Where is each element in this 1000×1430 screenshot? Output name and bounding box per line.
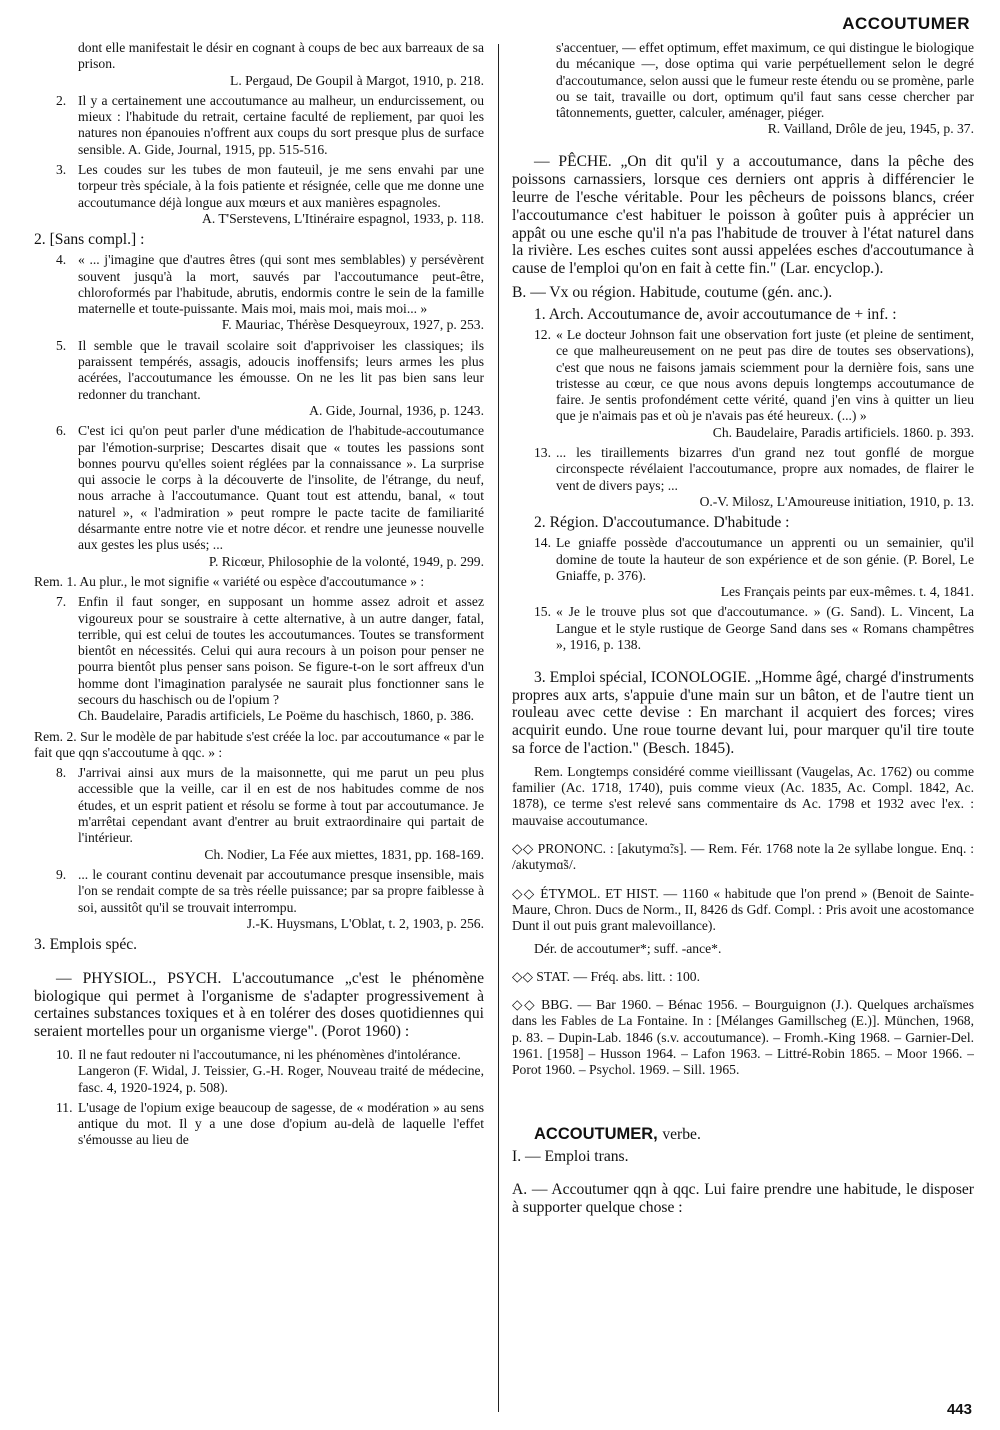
bibliography: ◇◇ BBG. — Bar 1960. – Bénac 1956. – Bourguignon (J.). Quelques archaïsmes dans les Fables de La Fontaine. In : [Mélanges Gamillscheg (E.)]. München, 1968, p. 83. – Dupin-Lab. 1846 (s.v. accoutumance). – Fromh.-King 1968. – Garnier-Del. 1961. [1958] – Husson 1964. – Lafon 1963. – Littré-Robin 1865. – Moor 1966. – Porot 1960. – Psychol. 1969. – Sill. 1965. [512, 997, 974, 1078]
source: Ch. Baudelaire, Paradis artificiels. 1860. p. 393. [712, 424, 974, 440]
source: A. Gide, Journal, 1936, p. 1243. [309, 402, 484, 418]
example-11-cont: s'accentuer, — effet optimum, effet maximum, ce qui distingue le biologique du mécanique —, dose optima qui varie perpétuellement selon le degré d'accoutumance, selon aussi que le fumeur reste étendu ou se promène, parle ou se tait, travaille ou dort, optimum qu'il faut sans cesse chercher par tâtonnements, guetter, calculer, aménager, piéger. R. Vailland, Drôle de jeu, 1945, p. 37. [556, 40, 974, 137]
source: Ch. Baudelaire, Paradis artificiels, Le Poëme du haschisch, 1860, p. 386. [78, 708, 475, 724]
remark: Rem. Longtemps considéré comme vieillissant (Vaugelas, Ac. 1762) ou comme familier (Ac. 1718, 1740), puis comme vieux (Ac. 1835, Ac. Compl. 1842, Ac. 1878), ce terme s'est relevé sans commentaire ds Ac. 1798 et 1932 avec l'ex. : mauvaise accoutumance. [512, 763, 974, 828]
remark-1: Rem. 1. Au plur., le mot signifie « variété ou espèce d'accoutumance » : [34, 573, 425, 589]
left-column [34, 40, 484, 1430]
source: Langeron (F. Widal, J. Teissier, G.-H. Roger, Nouveau traité de médecine, fasc. 4, 1920-1924, p. 508). [78, 1063, 484, 1095]
prononciation: ◇◇ PRONONC. : [akutymɑ̃:s]. — Rem. Fér. 1768 note la 2e syllabe longue. Enq. : /akutymɑ̃s/. [512, 841, 974, 873]
source: Ch. Nodier, La Fée aux miettes, 1831, pp. 168-169. [204, 846, 484, 862]
statistics: ◇◇ STAT. — Fréq. abs. litt. : 100. [512, 968, 700, 984]
right-column [512, 40, 974, 1430]
example-12: 12. « Le docteur Johnson fait une observation fort juste (et pleine de sentiment, ce que malheureusement on ne peut pas dire de toutes ses observations), c'est que nous ne faisons jamais sciemment pour la dernière fois, sans une tristesse au cœur, ce que nous avons depuis longtemps accoutumance de faire. Je sentis profondément cette vérité, quand j'en vins à quitter un lieu que je n'aimais pas et où je n'avais pas été heureux. (...) » Ch. Baudelaire, Paradis artificiels. 1860. p. 393. [534, 326, 974, 440]
example-13: 13. ... les tiraillements bizarres d'un grand nez tout gonflé de morgue circonspecte révélaient l'accoutumance, propre aux nomades, de flairer le vent de divers pays; ... O.-V. Milosz, L'Amoureuse initiation, 1910, p. 13. [534, 445, 974, 509]
example-11: 11. L'usage de l'opium exige beaucoup de sagesse, de « modération » au sens antique du mot. Il y a une dose d'opium au-delà de laquelle l'effet s'émousse au lieu de [56, 1099, 484, 1148]
source: R. Vailland, Drôle de jeu, 1945, p. 37. [767, 121, 974, 137]
page-number: 443 [946, 1401, 972, 1418]
section-I-heading: I. — Emploi trans. [512, 1147, 629, 1165]
example-14: 14. Le gniaffe possède d'accoutumance un apprenti ou un semainier, qu'il domine de toute la hauteur de son expérience et de son génie. (P. Borel, Le Gniaffe, p. 376). Les Français peints par eux-mêmes. t. 4, 1841. [534, 535, 974, 600]
entry-accoutumer-heading: ACCOUTUMER, verbe. [534, 1124, 701, 1143]
example-3: 3. Les coudes sur les tubes de mon fauteuil, je me sens envahi par une torpeur très spéciale, à la fois patiente et résignée, celle que me donne une accoutumance déjà longue aux mœurs et aux manières espagnoles. A. T'Serstevens, L'Itinéraire espagnol, 1933, p. 118. [56, 162, 484, 226]
example-8: 8. J'arrivai ainsi aux murs de la maisonnette, qui me parut un peu plus accessible que la veille, car il en est de nos habitudes comme de nos études, et un esprit patient et résolu se forme à tout par accoutumance. Je m'arrêtai cependant avant d'entrer au bruit extraordinaire qui partait de l'intérieur. Ch. Nodier, La Fée aux miettes, 1831, pp. 168-169. [56, 765, 484, 862]
source: J.-K. Huysmans, L'Oblat, t. 2, 1903, p. 256. [246, 915, 484, 931]
section-B-heading: B. — Vx ou région. Habitude, coutume (gén. anc.). [512, 283, 833, 301]
source: A. T'Serstevens, L'Itinéraire espagnol, 1933, p. 118. [202, 210, 484, 226]
remark-2: Rem. 2. Sur le modèle de par habitude s'est créée la loc. par accoutumance « par le fait que qqn s'accoutume à qqc. » : [34, 728, 484, 760]
source: L. Pergaud, De Goupil à Margot, 1910, p. 218. [230, 72, 484, 88]
source: P. Ricœur, Philosophie de la volonté, 1949, p. 299. [208, 553, 484, 569]
peche-paragraph: — PÊCHE. „On dit qu'il y a accoutumance, dans la pêche des poissons carnassiers, lorsque ces derniers ont appris à différencier le leurre de l'esche véritable. Pour les pêcheurs de poissons blancs, créer l'accoutumance c'est habituer le poisson à goûter puis à apprécier un appât ou une esche qu'il n'a pas l'habitude de trouver à l'état naturel dans la rivière. Les esches cuites sont aussi appelées esches d'accoutumance à cause de l'emploi qu'on en fait à cette fin." (Lar. encyclop.). [512, 153, 974, 278]
example-4: 4. « ... j'imagine que d'autres êtres (qui sont mes semblables) y persévèrent souvent jusqu'à la mort, sauvés par l'accoutumance peut-être, chloroformés par l'habitude, abrutis, endormis contre le sein de la famille maternelle et toute-puissante. Mais moi, mais moi, mais moi... » F. Mauriac, Thérèse Desqueyroux, 1927, p. 253. [56, 252, 484, 333]
example-10: 10. Il ne faut redouter ni l'accoutumance, ni les phénomènes d'intolérance. Langeron (F. Widal, J. Teissier, G.-H. Roger, Nouveau traité de médecine, fasc. 4, 1920-1924, p. 508). [56, 1046, 484, 1095]
sub-3-paragraph: 3. Emploi spécial, ICONOLOGIE. „Homme âgé, chargé d'instruments propres aux arts, s'appuie d'une main sur un bâton, et de l'autre tient un rouleau avec cette devise : En marchant il acquiert des forces; vires acquirit eundo. Une roue tourne devant lui, pour marquer qu'il tire toute sa force de l'action." (Besch. 1845). [512, 668, 974, 758]
example-5: 5. Il semble que le travail scolaire soit d'apprivoiser les classiques; ils paraissent tempérés, assagis, adoucis inoffensifs; leurs armes les plus acérées, l'accoutumance les émousse. On ne les lit pas bien sans leur redonner du tranchant. A. Gide, Journal, 1936, p. 1243. [56, 337, 484, 418]
column-rule [498, 44, 499, 1412]
source: O.-V. Milosz, L'Amoureuse initiation, 1910, p. 13. [699, 493, 974, 509]
sub-1-heading: 1. Arch. Accoutumance de, avoir accoutumance de + inf. : [534, 305, 897, 323]
example-15: 15. « Je le trouve plus sot que d'accoutumance. » (G. Sand). L. Vincent, La Langue et le style rustique de George Sand dans ses « Romans champêtres », 1916, p. 138. [534, 604, 974, 652]
running-head: ACCOUTUMER [842, 14, 970, 33]
physiol-paragraph: — PHYSIOL., PSYCH. L'accoutumance „c'est le phénomène biologique qui permet à l'organisme de s'adapter progressivement à certaines substances toxiques et à en tolérer des doses quotidiennes qui seraient mortelles pour un organisme vierge". (Porot 1960) : [34, 969, 484, 1041]
example-9: 9. ... le courant continu devenait par accoutumance presque insensible, mais l'on se rendait compte de sa très réelle puissance; par sa propre faiblesse à soi, aussitôt qu'il se trouvait interrompu. J.-K. Huysmans, L'Oblat, t. 2, 1903, p. 256. [56, 866, 484, 931]
example-2: 2. Il y a certainement une accoutumance au malheur, un endurcissement, ou mieux : l'habitude du retrait, certaine faculté de repliement, par quoi les natures non épanouies n'offrent aux coups du sort presque plus de surface sensible. A. Gide, Journal, 1915, pp. 515-516. [56, 92, 484, 157]
section-2-heading: 2. [Sans compl.] : [34, 231, 145, 249]
sub-2-heading: 2. Région. D'accoutumance. D'habitude : [534, 514, 790, 532]
source: Les Français peints par eux-mêmes. t. 4, 1841. [720, 584, 974, 600]
example-1-cont: dont elle manifestait le désir en cognant à coups de bec aux barreaux de sa prison. L. Pergaud, De Goupil à Margot, 1910, p. 218. [78, 40, 484, 88]
section-A-paragraph: A. — Accoutumer qqn à qqc. Lui faire prendre une habitude, le disposer à supporter quelque chose : [512, 1181, 974, 1217]
example-7: 7. Enfin il faut songer, en supposant un homme assez adroit et assez vigoureux pour se soustraire à cette alternative, à un autre danger, fatal, terrible, qui est celui de toutes les accoutumances. Toutes se transforment bientôt en nécessités. Celui qui aura recours à un poison pour penser ne pourra bientôt plus penser sans poison. Se figure-t-on le sort affreux d'un homme dont l'imagination paralysée ne saurait plus fonctionner sans le secours du haschisch ou de l'opium ? Ch. Baudelaire, Paradis artificiels, Le Poëme du haschisch, 1860, p. 386. [56, 594, 484, 724]
source: F. Mauriac, Thérèse Desqueyroux, 1927, p. 253. [221, 317, 484, 333]
section-3-heading: 3. Emplois spéc. [34, 936, 138, 954]
derivation: Dér. de accoutumer*; suff. -ance*. [534, 940, 722, 956]
etymology: ◇◇ ÉTYMOL. ET HIST. — 1160 « habitude que l'on prend » (Benoit de Sainte-Maure, Chron. Ducs de Norm., II, 8426 ds Gdf. Compl. : Pris avoit une acostomance Dunt il out puis grant malevoillance). [512, 885, 974, 934]
example-6: 6. C'est ici qu'on peut parler d'une médication de l'habitude-accoutumance par l'émotion-surprise; Descartes disait que « toutes les passions sont bonnes pourvu qu'elles soient réglées par la connaissance ». La surprise qui associe le corps à la découverte de l'insolite, de l'étrange, du neuf, nous arrache à l'accoutumance. Quant tout est attendu, banal, « tout naturel », « l'admiration » peut rompre le pacte tacite de familiarité désarmante entre notre vie et notre décor. et rendre une jeunesse nouvelle aux gestes les plus usés; ... P. Ricœur, Philosophie de la volonté, 1949, p. 299. [56, 423, 484, 569]
